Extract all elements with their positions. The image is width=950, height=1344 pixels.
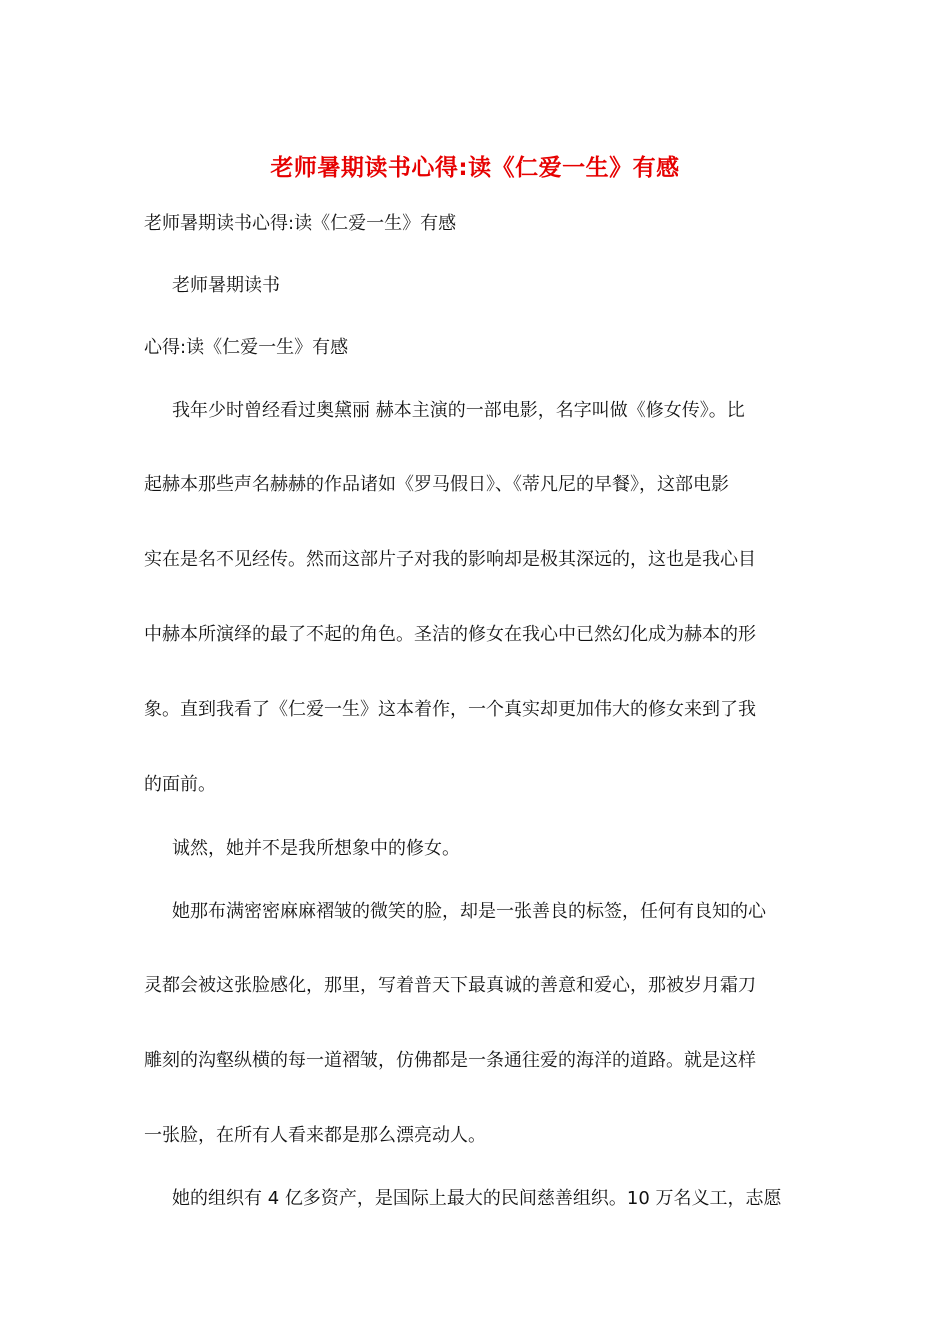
paragraph-line: 诚然，她并不是我所想象中的修女。	[172, 838, 460, 859]
heading-line-continued: 心得:读《仁爱一生》有感	[144, 337, 349, 358]
heading-line: 老师暑期读书	[172, 275, 280, 296]
paragraph-line: 一张脸，在所有人看来都是那么漂亮动人。	[144, 1125, 486, 1146]
paragraph-line: 中赫本所演绎的最了不起的角色。圣洁的修女在我心中已然幻化成为赫本的形	[144, 624, 756, 645]
paragraph-line: 她那布满密密麻麻褶皱的微笑的脸，却是一张善良的标签，任何有良知的心	[172, 901, 766, 922]
paragraph-line: 象。直到我看了《仁爱一生》这本着作，一个真实却更加伟大的修女来到了我	[144, 699, 756, 720]
paragraph-line: 灵都会被这张脸感化，那里，写着普天下最真诚的善意和爱心，那被岁月霜刀	[144, 975, 756, 996]
paragraph-line: 我年少时曾经看过奥黛丽 赫本主演的一部电影，名字叫做《修女传》。比	[172, 400, 745, 421]
paragraph-line: 实在是名不见经传。然而这部片子对我的影响却是极其深远的，这也是我心目	[144, 549, 756, 570]
paragraph-line: 雕刻的沟壑纵横的每一道褶皱，仿佛都是一条通往爱的海洋的道路。就是这样	[144, 1050, 756, 1071]
paragraph-line: 起赫本那些声名赫赫的作品诸如《罗马假日》、《蒂凡尼的早餐》，这部电影	[144, 474, 729, 495]
paragraph-line: 她的组织有 4 亿多资产，是国际上最大的民间慈善组织。10 万名义工，志愿	[172, 1188, 782, 1209]
paragraph-line: 的面前。	[144, 774, 216, 795]
document-title: 老师暑期读书心得:读《仁爱一生》有感	[270, 155, 680, 181]
subtitle-line: 老师暑期读书心得:读《仁爱一生》有感	[144, 213, 457, 234]
